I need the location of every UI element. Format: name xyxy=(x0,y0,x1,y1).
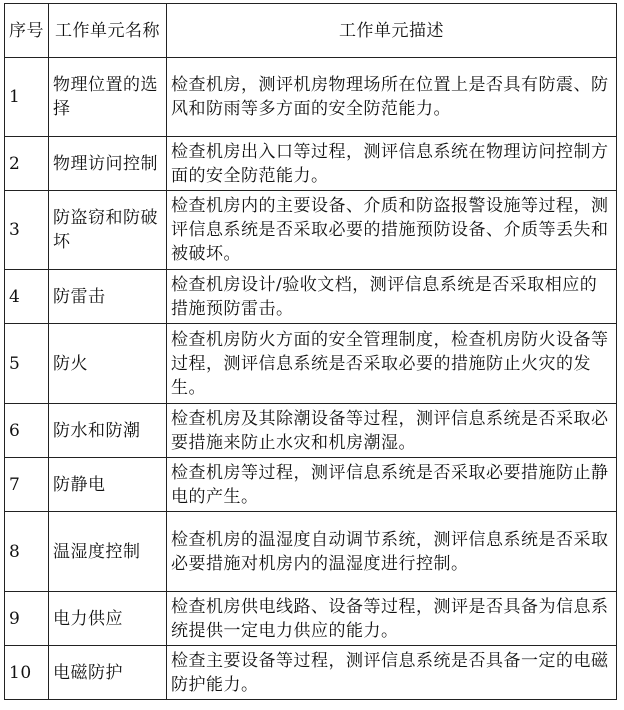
table-row xyxy=(5,512,617,592)
row-desc: 检查机房内的主要设备、介质和防盗报警设施等过程，测评信息系统是否采取必要的措施预防设备、介质等丢失和被破坏。 xyxy=(167,191,617,270)
row-name: 电磁防护 xyxy=(49,646,167,700)
row-name: 防雷击 xyxy=(49,270,167,324)
work-unit-table xyxy=(4,3,617,700)
row-desc: 检查机房供电线路、设备等过程，测评是否具备为信息系统提供一定电力供应的能力。 xyxy=(167,592,617,646)
row-desc: 检查机房等过程，测评信息系统是否采取必要措施防止静电的产生。 xyxy=(167,458,617,512)
row-desc: 检查主要设备等过程，测评信息系统是否具备一定的电磁防护能力。 xyxy=(167,646,617,700)
table-row xyxy=(5,137,617,191)
row-desc: 检查机房的温湿度自动调节系统，测评信息系统是否采取必要措施对机房内的温湿度进行控制。 xyxy=(167,512,617,592)
row-seq: 9 xyxy=(5,592,49,646)
row-name: 电力供应 xyxy=(49,592,167,646)
table-row xyxy=(5,592,617,646)
table-row xyxy=(5,404,617,458)
table-row xyxy=(5,458,617,512)
header-name: 工作单元名称 xyxy=(49,4,167,58)
row-name: 防盗窃和防破坏 xyxy=(49,191,167,270)
table-row xyxy=(5,324,617,404)
row-seq: 8 xyxy=(5,512,49,592)
row-desc: 检查机房及其除潮设备等过程，测评信息系统是否采取必要措施来防止水灾和机房潮湿。 xyxy=(167,404,617,458)
row-seq: 3 xyxy=(5,191,49,270)
row-desc: 检查机房，测评机房物理场所在位置上是否具有防震、防风和防雨等多方面的安全防范能力。 xyxy=(167,58,617,137)
row-seq: 1 xyxy=(5,58,49,137)
row-seq: 7 xyxy=(5,458,49,512)
row-name: 温湿度控制 xyxy=(49,512,167,592)
table-row xyxy=(5,270,617,324)
row-seq: 6 xyxy=(5,404,49,458)
row-desc: 检查机房出入口等过程，测评信息系统在物理访问控制方面的安全防范能力。 xyxy=(167,137,617,191)
table-header-row xyxy=(5,4,617,58)
row-seq: 5 xyxy=(5,324,49,404)
row-name: 物理访问控制 xyxy=(49,137,167,191)
row-name: 防火 xyxy=(49,324,167,404)
header-seq: 序号 xyxy=(5,4,49,58)
table-row xyxy=(5,191,617,270)
row-seq: 2 xyxy=(5,137,49,191)
header-desc: 工作单元描述 xyxy=(167,4,617,58)
row-name: 防静电 xyxy=(49,458,167,512)
table-row xyxy=(5,58,617,137)
row-name: 物理位置的选择 xyxy=(49,58,167,137)
row-name: 防水和防潮 xyxy=(49,404,167,458)
row-desc: 检查机房设计/验收文档，测评信息系统是否采取相应的措施预防雷击。 xyxy=(167,270,617,324)
row-desc: 检查机房防火方面的安全管理制度，检查机房防火设备等过程，测评信息系统是否采取必要的措施防止火灾的发生。 xyxy=(167,324,617,404)
row-seq: 4 xyxy=(5,270,49,324)
table-row xyxy=(5,646,617,700)
row-seq: 10 xyxy=(5,646,49,700)
